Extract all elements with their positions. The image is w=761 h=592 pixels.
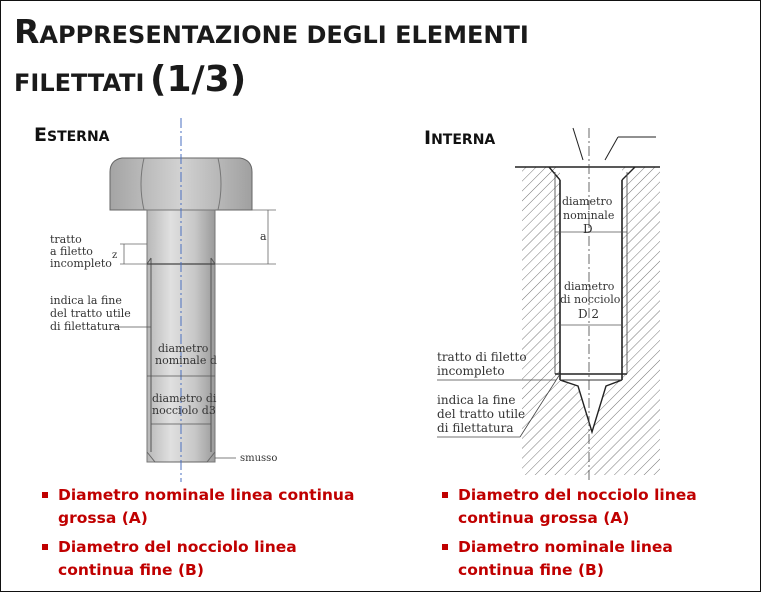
label-incompleto: incompleto <box>437 364 505 378</box>
bullet-text: Diametro del nocciolo linea continua fine (B) <box>58 538 297 579</box>
label-di-filettatura: di filettatura <box>437 421 514 435</box>
label-diametro-di: diametro di <box>152 392 217 405</box>
title-word: FILETTATI <box>14 69 145 97</box>
label-z: z <box>112 250 118 261</box>
bullet-item <box>42 484 372 530</box>
bullet-square-icon <box>42 544 48 550</box>
label-diametro-nominale-1: diametro <box>158 342 209 355</box>
bullet-item <box>42 536 372 582</box>
bullet-square-icon <box>442 544 448 550</box>
bullet-square-icon <box>442 492 448 498</box>
label-nominale-d: nominale d <box>155 354 217 367</box>
bullet-text: Diametro nominale linea continua grossa (A) <box>58 486 355 527</box>
label-nocciolo-d3: nocciolo d3 <box>152 404 216 417</box>
bullets-right <box>442 484 742 588</box>
label-a-filetto: a filetto <box>50 245 93 258</box>
label-del-tratto-utile: del tratto utile <box>437 407 526 421</box>
bullet-item <box>442 484 742 530</box>
label-nominale: nominale <box>563 209 615 222</box>
heading-initial: I <box>424 127 432 149</box>
label-a: a <box>260 230 267 243</box>
label-tratto: tratto <box>50 233 82 246</box>
label-smusso: smusso <box>240 453 278 464</box>
heading-rest: NTERNA <box>431 132 496 148</box>
label-diametro-2: diametro <box>564 280 615 293</box>
bullet-text: Diametro del nocciolo linea continua grossa (A) <box>458 486 697 527</box>
bullet-text: Diametro nominale linea continua fine (B) <box>458 538 673 579</box>
label-di-filettatura: di filettatura <box>50 320 121 333</box>
bullets-left <box>42 484 372 588</box>
label-incompleto: incompleto <box>50 257 112 270</box>
label-di-nocciolo: di nocciolo <box>560 293 621 306</box>
label-tratto-filetto: tratto di filetto <box>437 350 527 364</box>
heading-rest: STERNA <box>46 129 110 145</box>
bullet-square-icon <box>42 492 48 498</box>
label-indica-fine: indica la fine <box>437 393 516 407</box>
title-rest: APPRESENTAZIONE DEGLI ELEMENTI <box>39 21 529 49</box>
title-initial: R <box>14 12 40 51</box>
title-page-number: (1/3) <box>150 59 247 100</box>
label-indica: indica la fine <box>50 294 122 307</box>
label-D2: D 2 <box>578 307 600 321</box>
bullet-item <box>442 536 742 582</box>
heading-initial: E <box>34 124 47 146</box>
label-del-tratto: del tratto utile <box>50 307 131 320</box>
label-diametro: diametro <box>562 195 613 208</box>
label-D: D <box>583 222 593 236</box>
